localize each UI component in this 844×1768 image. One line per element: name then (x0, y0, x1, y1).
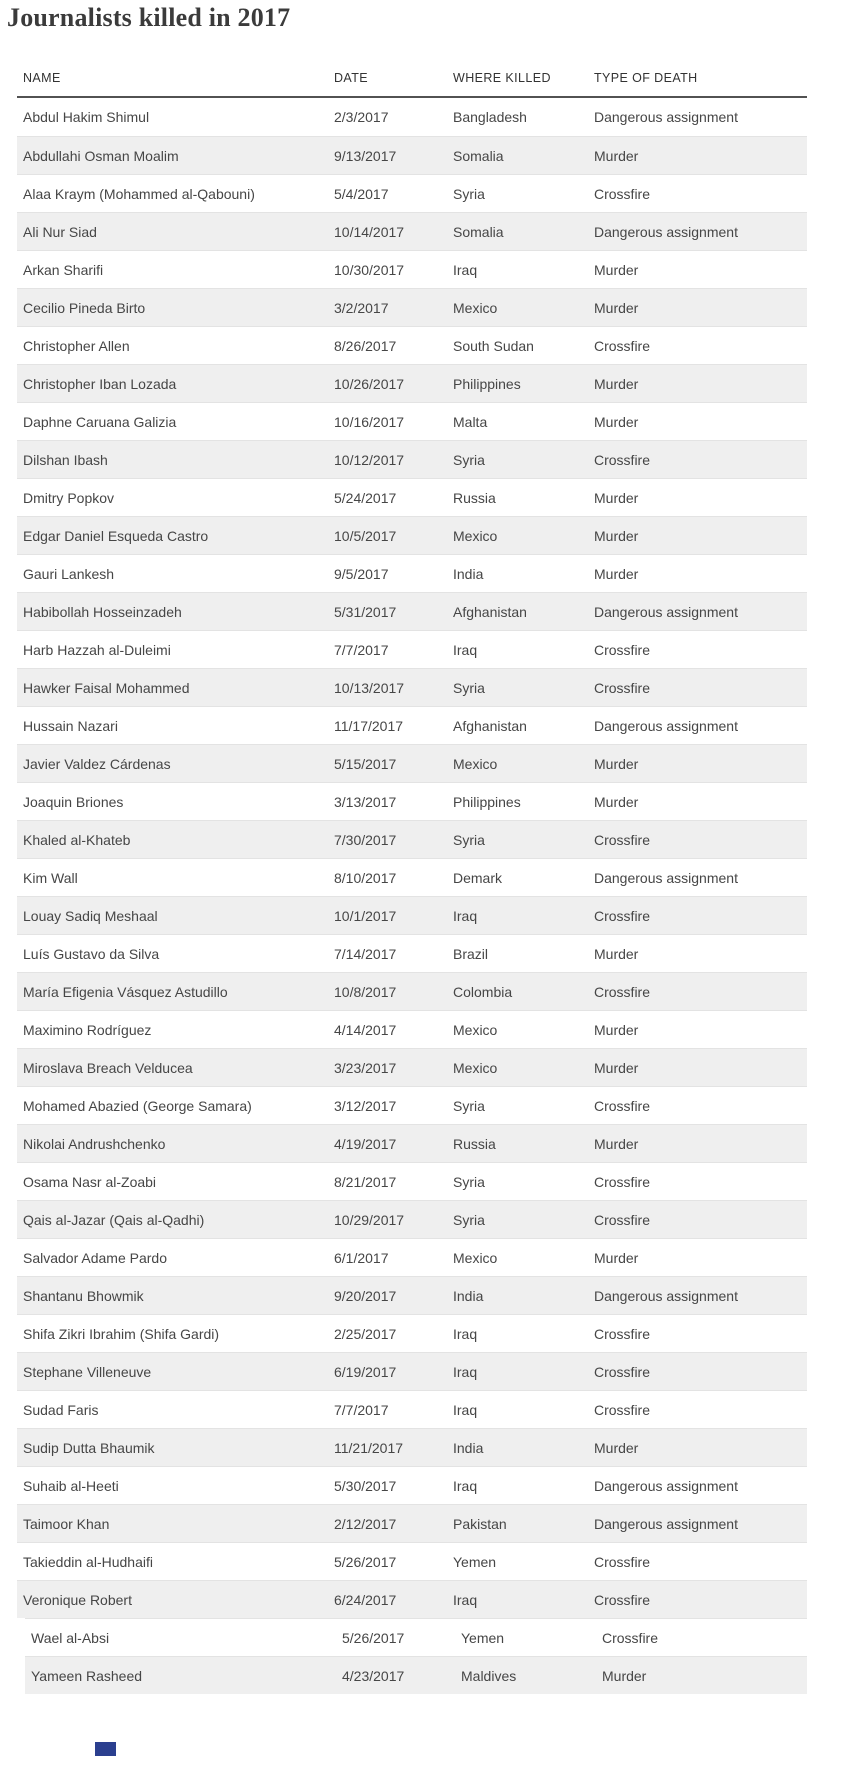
table-row (25, 1618, 807, 1656)
cell-date: 3/23/2017 (334, 1059, 397, 1076)
table-row (17, 1504, 807, 1542)
cell-name: Wael al-Absi (31, 1629, 110, 1646)
cell-where-killed: Syria (453, 679, 485, 696)
table-row (17, 820, 807, 858)
cell-date: 9/13/2017 (334, 147, 397, 164)
table-row (17, 1314, 807, 1352)
cell-date: 7/14/2017 (334, 945, 397, 962)
cell-name: Luís Gustavo da Silva (23, 945, 160, 962)
cell-where-killed: Yemen (461, 1629, 505, 1646)
cell-type-of-death: Crossfire (594, 983, 651, 1000)
cell-type-of-death: Dangerous assignment (594, 1287, 738, 1304)
cell-date: 5/30/2017 (334, 1477, 397, 1494)
cell-where-killed: Syria (453, 1173, 485, 1190)
cell-type-of-death: Dangerous assignment (594, 1515, 738, 1532)
cell-name: Daphne Caruana Galizia (23, 413, 177, 430)
cell-date: 7/7/2017 (334, 1401, 389, 1418)
cell-where-killed: Yemen (453, 1553, 497, 1570)
table-row (17, 972, 807, 1010)
cell-date: 10/14/2017 (334, 223, 405, 240)
cell-where-killed: Mexico (453, 755, 498, 772)
cell-date: 7/7/2017 (334, 641, 389, 658)
cell-name: Salvador Adame Pardo (23, 1249, 167, 1266)
cell-type-of-death: Murder (594, 147, 639, 164)
table-row (17, 1048, 807, 1086)
cell-type-of-death: Murder (594, 375, 639, 392)
cell-date: 8/10/2017 (334, 869, 397, 886)
cell-type-of-death: Murder (594, 299, 639, 316)
cell-name: Maximino Rodríguez (23, 1021, 152, 1038)
cell-type-of-death: Crossfire (594, 831, 651, 848)
cell-name: Suhaib al-Heeti (23, 1477, 119, 1494)
cell-where-killed: Brazil (453, 945, 489, 962)
cell-where-killed: Mexico (453, 299, 498, 316)
cell-where-killed: South Sudan (453, 337, 534, 354)
cell-name: Christopher Allen (23, 337, 130, 354)
cell-name: Shantanu Bhowmik (23, 1287, 144, 1304)
table-header-row (17, 60, 807, 98)
cell-name: Hussain Nazari (23, 717, 118, 734)
cell-name: Gauri Lankesh (23, 565, 115, 582)
cell-name: Abdullahi Osman Moalim (23, 147, 179, 164)
cell-date: 4/19/2017 (334, 1135, 397, 1152)
cell-name: María Efigenia Vásquez Astudillo (23, 983, 228, 1000)
cell-date: 5/24/2017 (334, 489, 397, 506)
table-row (17, 136, 807, 174)
table-row (17, 98, 807, 136)
cell-where-killed: Maldives (461, 1667, 517, 1684)
cell-type-of-death: Murder (594, 1135, 639, 1152)
table-row (17, 1086, 807, 1124)
cell-type-of-death: Murder (594, 1249, 639, 1266)
cell-date: 10/29/2017 (334, 1211, 405, 1228)
table-row (17, 250, 807, 288)
cell-where-killed: Syria (453, 1097, 485, 1114)
cell-where-killed: Russia (453, 1135, 496, 1152)
cell-where-killed: Iraq (453, 1401, 478, 1418)
cell-type-of-death: Murder (594, 1439, 639, 1456)
journalists-table (17, 60, 807, 1694)
cell-name: Shifa Zikri Ibrahim (Shifa Gardi) (23, 1325, 220, 1342)
cell-name: Dmitry Popkov (23, 489, 115, 506)
cell-name: Nikolai Andrushchenko (23, 1135, 166, 1152)
cell-date: 3/2/2017 (334, 299, 389, 316)
cell-name: Edgar Daniel Esqueda Castro (23, 527, 209, 544)
table-row (17, 706, 807, 744)
cell-date: 10/30/2017 (334, 261, 405, 278)
cell-name: Taimoor Khan (23, 1515, 110, 1532)
table-row (17, 896, 807, 934)
cell-date: 4/14/2017 (334, 1021, 397, 1038)
cell-name: Joaquin Briones (23, 793, 124, 810)
table-row (17, 668, 807, 706)
table-row (17, 630, 807, 668)
cell-name: Sudip Dutta Bhaumik (23, 1439, 155, 1456)
cell-type-of-death: Crossfire (594, 1591, 651, 1608)
table-row (17, 212, 807, 250)
column-header-where-killed: WHERE KILLED (453, 71, 551, 85)
table-row (17, 1542, 807, 1580)
table-row (17, 1428, 807, 1466)
table-row (17, 1390, 807, 1428)
cell-type-of-death: Crossfire (594, 641, 651, 658)
cell-type-of-death: Crossfire (594, 1211, 651, 1228)
table-row (17, 288, 807, 326)
cell-type-of-death: Dangerous assignment (594, 223, 738, 240)
cell-type-of-death: Murder (594, 945, 639, 962)
cell-where-killed: Iraq (453, 1591, 478, 1608)
cell-name: Osama Nasr al-Zoabi (23, 1173, 157, 1190)
table-row (17, 1124, 807, 1162)
page-title: Journalists killed in 2017 (7, 3, 291, 32)
cell-where-killed: India (453, 1439, 484, 1456)
cell-date: 2/25/2017 (334, 1325, 397, 1342)
cell-where-killed: Iraq (453, 261, 478, 278)
cell-type-of-death: Murder (594, 489, 639, 506)
table-row (17, 478, 807, 516)
cell-where-killed: Somalia (453, 223, 504, 240)
table-body (17, 98, 807, 1694)
cell-date: 10/26/2017 (334, 375, 405, 392)
cell-type-of-death: Dangerous assignment (594, 603, 738, 620)
cell-name: Sudad Faris (23, 1401, 99, 1418)
table-row (17, 592, 807, 630)
table-row (17, 782, 807, 820)
cell-name: Cecilio Pineda Birto (23, 299, 146, 316)
cell-name: Dilshan Ibash (23, 451, 108, 468)
cell-date: 8/26/2017 (334, 337, 397, 354)
cell-where-killed: Malta (453, 413, 488, 430)
table-row (17, 516, 807, 554)
cell-type-of-death: Dangerous assignment (594, 109, 738, 125)
table-row (17, 1276, 807, 1314)
cell-type-of-death: Crossfire (594, 1363, 651, 1380)
cell-date: 3/12/2017 (334, 1097, 397, 1114)
cell-type-of-death: Crossfire (594, 1553, 651, 1570)
cell-type-of-death: Murder (594, 565, 639, 582)
cell-date: 5/15/2017 (334, 755, 397, 772)
cell-name: Yameen Rasheed (31, 1667, 143, 1684)
cell-date: 10/5/2017 (334, 527, 397, 544)
cell-date: 10/8/2017 (334, 983, 397, 1000)
table-row (17, 1238, 807, 1276)
cell-type-of-death: Murder (594, 527, 639, 544)
cell-name: Qais al-Jazar (Qais al-Qadhi) (23, 1211, 205, 1228)
cell-date: 10/13/2017 (334, 679, 405, 696)
cell-date: 6/24/2017 (334, 1591, 397, 1608)
table-row (17, 174, 807, 212)
cell-where-killed: Mexico (453, 1021, 498, 1038)
cell-name: Alaa Kraym (Mohammed al-Qabouni) (23, 185, 255, 202)
table-row (17, 440, 807, 478)
cell-where-killed: Syria (453, 831, 485, 848)
cell-where-killed: Iraq (453, 1325, 478, 1342)
cell-date: 5/26/2017 (334, 1553, 397, 1570)
cell-where-killed: Bangladesh (453, 109, 527, 125)
cell-date: 10/12/2017 (334, 451, 405, 468)
cell-type-of-death: Murder (594, 793, 639, 810)
cell-name: Harb Hazzah al-Duleimi (23, 641, 171, 658)
blue-marker (95, 1742, 116, 1756)
cell-type-of-death: Murder (594, 755, 639, 772)
cell-where-killed: Syria (453, 185, 485, 202)
cell-where-killed: Mexico (453, 1059, 498, 1076)
column-header-name: NAME (23, 71, 61, 85)
cell-date: 5/26/2017 (342, 1629, 405, 1646)
cell-type-of-death: Dangerous assignment (594, 717, 738, 734)
cell-name: Kim Wall (23, 869, 78, 886)
cell-name: Veronique Robert (23, 1591, 132, 1608)
cell-where-killed: Somalia (453, 147, 504, 164)
cell-type-of-death: Crossfire (594, 1097, 651, 1114)
cell-where-killed: Afghanistan (453, 603, 527, 620)
table-row (17, 1352, 807, 1390)
cell-date: 5/4/2017 (334, 185, 389, 202)
cell-where-killed: Afghanistan (453, 717, 527, 734)
table-row (17, 402, 807, 440)
cell-date: 2/3/2017 (334, 109, 389, 125)
cell-type-of-death: Murder (602, 1667, 647, 1684)
cell-type-of-death: Crossfire (594, 1401, 651, 1418)
cell-date: 5/31/2017 (334, 603, 397, 620)
cell-name: Stephane Villeneuve (23, 1363, 152, 1380)
column-header-date: DATE (334, 71, 369, 85)
cell-date: 6/19/2017 (334, 1363, 397, 1380)
cell-date: 11/21/2017 (334, 1439, 404, 1456)
cell-where-killed: Syria (453, 1211, 485, 1228)
cell-where-killed: India (453, 1287, 484, 1304)
cell-date: 9/20/2017 (334, 1287, 397, 1304)
cell-type-of-death: Dangerous assignment (594, 1477, 738, 1494)
table-row (17, 1010, 807, 1048)
cell-type-of-death: Dangerous assignment (594, 869, 738, 886)
cell-where-killed: Philippines (453, 793, 521, 810)
cell-where-killed: Mexico (453, 527, 498, 544)
cell-date: 11/17/2017 (334, 717, 404, 734)
cell-date: 9/5/2017 (334, 565, 389, 582)
cell-where-killed: Colombia (453, 983, 513, 1000)
cell-name: Christopher Iban Lozada (23, 375, 177, 392)
cell-name: Javier Valdez Cárdenas (23, 755, 171, 772)
cell-name: Louay Sadiq Meshaal (23, 907, 158, 924)
cell-where-killed: Philippines (453, 375, 521, 392)
cell-type-of-death: Crossfire (594, 337, 651, 354)
table-row (25, 1656, 807, 1694)
cell-type-of-death: Crossfire (594, 907, 651, 924)
table-row (17, 1200, 807, 1238)
cell-type-of-death: Murder (594, 1021, 639, 1038)
cell-where-killed: Iraq (453, 1477, 478, 1494)
cell-where-killed: Iraq (453, 641, 478, 658)
cell-type-of-death: Crossfire (594, 679, 651, 696)
table-row (17, 744, 807, 782)
table-row (17, 934, 807, 972)
cell-type-of-death: Crossfire (594, 185, 651, 202)
column-header-type-of-death: TYPE OF DEATH (594, 71, 698, 85)
cell-type-of-death: Murder (594, 261, 639, 278)
table-row (17, 1580, 807, 1618)
cell-type-of-death: Crossfire (594, 451, 651, 468)
cell-type-of-death: Crossfire (602, 1629, 659, 1646)
cell-type-of-death: Murder (594, 1059, 639, 1076)
cell-name: Ali Nur Siad (23, 223, 97, 240)
cell-type-of-death: Crossfire (594, 1325, 651, 1342)
cell-name: Arkan Sharifi (23, 261, 104, 278)
cell-date: 4/23/2017 (342, 1667, 405, 1684)
table-row (17, 858, 807, 896)
table-row (17, 326, 807, 364)
cell-where-killed: Iraq (453, 1363, 478, 1380)
table-row (17, 554, 807, 592)
cell-date: 3/13/2017 (334, 793, 397, 810)
cell-name: Hawker Faisal Mohammed (23, 679, 190, 696)
cell-where-killed: Pakistan (453, 1515, 507, 1532)
cell-where-killed: Russia (453, 489, 496, 506)
cell-name: Abdul Hakim Shimul (23, 109, 150, 125)
cell-where-killed: India (453, 565, 484, 582)
cell-where-killed: Syria (453, 451, 485, 468)
cell-name: Takieddin al-Hudhaifi (23, 1553, 153, 1570)
cell-date: 8/21/2017 (334, 1173, 397, 1190)
table-row (17, 1162, 807, 1200)
cell-name: Habibollah Hosseinzadeh (23, 603, 182, 620)
cell-date: 6/1/2017 (334, 1249, 389, 1266)
cell-date: 7/30/2017 (334, 831, 397, 848)
cell-date: 2/12/2017 (334, 1515, 397, 1532)
cell-date: 10/1/2017 (334, 907, 397, 924)
cell-name: Mohamed Abazied (George Samara) (23, 1097, 252, 1114)
cell-name: Khaled al-Khateb (23, 831, 131, 848)
cell-name: Miroslava Breach Velducea (23, 1059, 193, 1076)
cell-where-killed: Iraq (453, 907, 478, 924)
cell-where-killed: Demark (453, 869, 503, 886)
cell-type-of-death: Murder (594, 413, 639, 430)
cell-where-killed: Mexico (453, 1249, 498, 1266)
cell-type-of-death: Crossfire (594, 1173, 651, 1190)
cell-date: 10/16/2017 (334, 413, 405, 430)
table-row (17, 364, 807, 402)
table-row (17, 1466, 807, 1504)
